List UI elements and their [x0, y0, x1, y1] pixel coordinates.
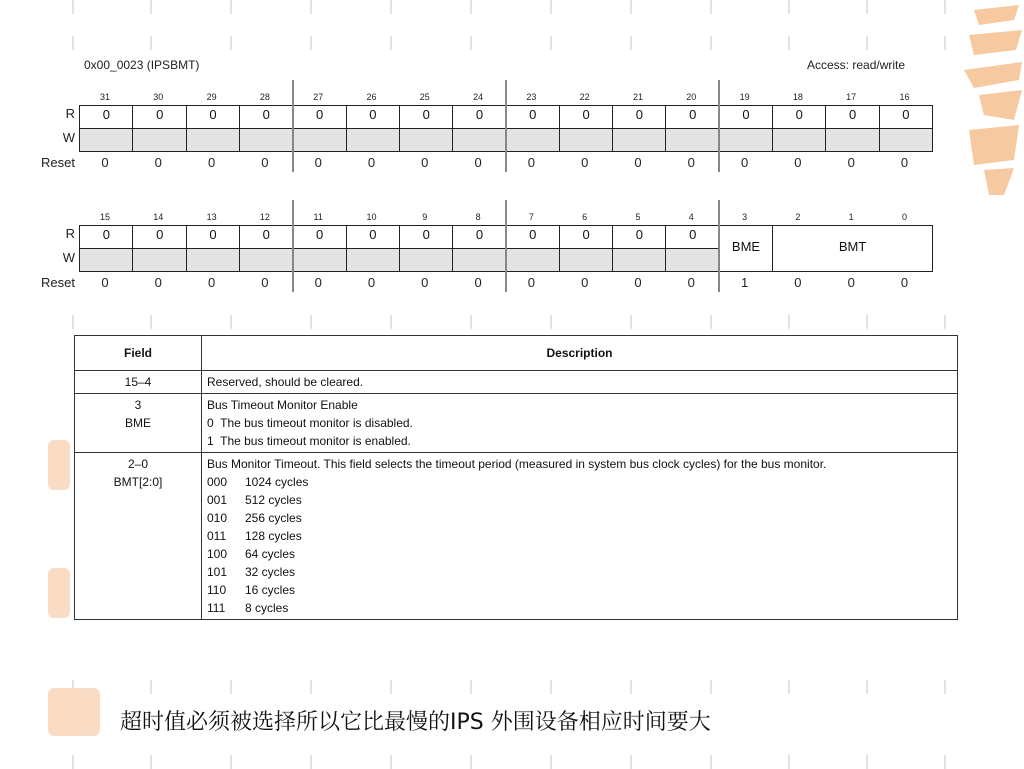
tick-mark — [866, 0, 868, 14]
bit-number: 10 — [366, 212, 377, 222]
read-cell: 0 — [452, 225, 507, 249]
tick-mark — [72, 315, 74, 329]
reset-value: 0 — [527, 155, 535, 170]
bit-number: 25 — [419, 92, 430, 102]
reset-value: 0 — [474, 155, 482, 170]
slide-caption: 超时值必须被选择所以它比最慢的IPS 外围设备相应时间要大 — [120, 710, 711, 735]
bit-number: 17 — [846, 92, 857, 102]
write-cell — [186, 128, 241, 152]
read-cell: 0 — [399, 225, 454, 249]
row-label-r: R — [65, 226, 75, 241]
tick-mark — [866, 36, 868, 50]
read-cell: 0 — [292, 225, 347, 249]
code-value: 111 — [207, 601, 226, 615]
code-meaning: 16 cycles — [245, 583, 296, 597]
field-text: 2–0 — [127, 457, 149, 471]
tick-mark — [310, 680, 312, 694]
bit-number: 19 — [739, 92, 750, 102]
table-row — [75, 371, 958, 394]
register-access: Access: read/write — [807, 58, 906, 72]
tick-mark — [630, 36, 632, 50]
bit-number: 9 — [422, 212, 428, 222]
bit-number: 4 — [688, 212, 694, 222]
tick-mark — [72, 0, 74, 14]
tick-mark — [470, 36, 472, 50]
tick-mark — [788, 755, 790, 769]
write-cell — [132, 248, 187, 272]
field-description-table — [74, 335, 958, 620]
bit-number: 1 — [848, 212, 854, 222]
reset-value: 0 — [421, 155, 429, 170]
header-field: Field — [75, 336, 202, 371]
bit-number: 20 — [686, 92, 697, 102]
reset-value: 0 — [207, 275, 216, 290]
watermark-seal — [48, 688, 100, 736]
read-cell: 0 — [239, 225, 294, 249]
code-entry — [207, 473, 952, 491]
bit-number: 14 — [153, 212, 164, 222]
read-cell: 0 — [186, 105, 241, 129]
write-cell — [719, 128, 774, 152]
bit-number: 5 — [635, 212, 641, 222]
write-cell — [239, 128, 294, 152]
tick-mark — [710, 0, 712, 14]
bit-number: 27 — [313, 92, 324, 102]
tick-mark — [710, 680, 712, 694]
reset-value: 0 — [581, 275, 589, 290]
write-cell — [399, 248, 454, 272]
write-cell — [665, 248, 720, 272]
tick-mark — [788, 0, 790, 14]
bit-number: 24 — [473, 92, 484, 102]
reset-value: 0 — [581, 155, 589, 170]
nibble-divider — [718, 200, 720, 292]
reset-value: 0 — [367, 275, 376, 290]
nibble-divider — [718, 80, 720, 172]
tick-mark — [944, 755, 946, 769]
watermark-seal — [48, 440, 70, 490]
nibble-divider — [292, 200, 294, 292]
tick-mark — [630, 680, 632, 694]
tick-mark — [470, 0, 472, 14]
description-cell — [202, 394, 958, 453]
read-cell: 0 — [239, 105, 294, 129]
reset-value: 0 — [794, 275, 802, 290]
tick-mark — [866, 680, 868, 694]
read-cell: 0 — [79, 105, 134, 129]
tick-mark — [630, 315, 632, 329]
tick-mark — [390, 680, 392, 694]
register-name: 0x00_0023 (IPSBMT) — [84, 58, 200, 72]
read-cell: 0 — [292, 105, 347, 129]
read-cell: 0 — [559, 105, 614, 129]
write-cell — [79, 128, 134, 152]
reset-value: 0 — [101, 275, 109, 290]
description-cell — [202, 453, 958, 620]
reset-value: 0 — [900, 275, 909, 290]
watermark-logo — [944, 0, 1024, 200]
write-cell — [665, 128, 720, 152]
write-cell — [186, 248, 241, 272]
bit-number: 22 — [579, 92, 590, 102]
tick-mark — [550, 680, 552, 694]
description-text: 1 The bus timeout monitor is enabled. — [207, 434, 411, 448]
code-value: 000 — [207, 475, 228, 489]
reset-value: 0 — [634, 275, 642, 290]
reset-value: 0 — [261, 275, 269, 290]
table-row — [75, 453, 958, 620]
tick-mark — [390, 755, 392, 769]
reset-value: 0 — [740, 155, 749, 170]
reset-value: 0 — [794, 155, 802, 170]
tick-mark — [230, 755, 232, 769]
read-cell: 0 — [132, 225, 187, 249]
code-value: 110 — [207, 583, 227, 597]
bit-number: 3 — [742, 212, 748, 222]
reset-value: 0 — [687, 155, 695, 170]
tick-mark — [310, 36, 312, 50]
write-cell — [239, 248, 294, 272]
code-value: 100 — [207, 547, 228, 561]
row-label-reset: Reset — [41, 275, 75, 290]
reset-value: 0 — [367, 155, 376, 170]
read-cell: 0 — [612, 105, 667, 129]
read-cell: 0 — [719, 105, 774, 129]
write-cell — [79, 248, 134, 272]
tick-mark — [390, 36, 392, 50]
tick-mark — [944, 680, 946, 694]
bit-number: 6 — [582, 212, 588, 222]
tick-mark — [310, 755, 312, 769]
tick-mark — [788, 680, 790, 694]
code-value: 011 — [207, 529, 227, 543]
write-cell — [825, 128, 880, 152]
tick-mark — [230, 680, 232, 694]
tick-mark — [866, 755, 868, 769]
bit-number: 13 — [206, 212, 217, 222]
code-entry — [207, 545, 952, 563]
bit-number: 7 — [528, 212, 534, 222]
write-cell — [505, 248, 560, 272]
code-meaning: 8 cycles — [245, 601, 289, 615]
write-cell — [346, 128, 401, 152]
code-entry — [207, 527, 952, 545]
description-cell — [202, 371, 958, 394]
table-header-row — [75, 336, 958, 371]
code-value: 001 — [207, 493, 228, 507]
reset-value: 0 — [314, 275, 322, 290]
row-label-w: W — [62, 250, 75, 265]
code-entry — [207, 563, 952, 581]
tick-mark — [470, 755, 472, 769]
code-entry — [207, 509, 952, 527]
tick-mark — [390, 315, 392, 329]
write-cell — [292, 248, 347, 272]
row-label-reset: Reset — [41, 155, 75, 170]
code-entry — [207, 581, 952, 599]
read-cell: 0 — [346, 225, 401, 249]
tick-mark — [630, 755, 632, 769]
reset-value: 0 — [900, 155, 909, 170]
tick-mark — [72, 36, 74, 50]
write-cell — [399, 128, 454, 152]
tick-mark — [866, 315, 868, 329]
read-cell: 0 — [665, 105, 720, 129]
watermark-seal — [48, 568, 70, 618]
write-cell — [772, 128, 827, 152]
tick-mark — [150, 0, 152, 14]
tick-mark — [310, 315, 312, 329]
write-cell — [559, 248, 614, 272]
bit-number: 30 — [153, 92, 164, 102]
reset-value: 1 — [740, 275, 749, 290]
nibble-divider — [505, 80, 507, 172]
description-text: Reserved, should be cleared. — [207, 375, 364, 389]
reset-value: 0 — [527, 275, 535, 290]
read-cell: 0 — [132, 105, 187, 129]
read-cell: 0 — [559, 225, 614, 249]
read-cell: 0 — [505, 225, 560, 249]
tick-mark — [944, 315, 946, 329]
tick-mark — [630, 0, 632, 14]
row-label-w: W — [62, 130, 75, 145]
field-text: 15–4 — [124, 375, 152, 389]
description-text: Bus Timeout Monitor Enable — [207, 398, 358, 412]
tick-mark — [310, 0, 312, 14]
bit-number: 8 — [475, 212, 481, 222]
tick-mark — [710, 315, 712, 329]
write-cell — [879, 128, 934, 152]
tick-mark — [150, 680, 152, 694]
bit-number: 29 — [206, 92, 217, 102]
reset-value: 0 — [634, 155, 642, 170]
description-text: Bus Monitor Timeout. This field selects the timeout period (measured in system bus clock cycles) for the bus monitor. — [207, 457, 827, 471]
tick-mark — [550, 36, 552, 50]
read-cell: 0 — [186, 225, 241, 249]
write-cell — [505, 128, 560, 152]
read-cell: 0 — [346, 105, 401, 129]
tick-mark — [230, 0, 232, 14]
bit-number: 11 — [313, 212, 323, 222]
tick-mark — [150, 315, 152, 329]
read-cell: 0 — [399, 105, 454, 129]
tick-mark — [470, 315, 472, 329]
code-meaning: 128 cycles — [245, 529, 302, 543]
reset-value: 0 — [474, 275, 482, 290]
description-text: 0 The bus timeout monitor is disabled. — [207, 416, 413, 430]
write-cell — [452, 248, 507, 272]
reset-value: 0 — [261, 155, 269, 170]
tick-mark — [788, 36, 790, 50]
code-meaning: 256 cycles — [245, 511, 302, 525]
row-label-r: R — [65, 106, 75, 121]
field-text: BMT[2:0] — [113, 475, 163, 489]
table-row — [75, 394, 958, 453]
read-cell: 0 — [505, 105, 560, 129]
code-meaning: 64 cycles — [245, 547, 296, 561]
tick-mark — [710, 755, 712, 769]
write-cell — [292, 128, 347, 152]
tick-mark — [710, 36, 712, 50]
field-text: 3 — [134, 398, 142, 412]
reset-value: 0 — [154, 275, 162, 290]
reset-value: 0 — [207, 155, 216, 170]
tick-mark — [230, 36, 232, 50]
reset-value: 0 — [101, 155, 109, 170]
bit-number: 2 — [795, 212, 801, 222]
code-entry — [207, 599, 952, 617]
header-description: Description — [202, 336, 958, 371]
code-value: 010 — [207, 511, 228, 525]
reset-value: 0 — [314, 155, 322, 170]
bit-number: 28 — [259, 92, 270, 102]
tick-mark — [390, 0, 392, 14]
tick-mark — [72, 755, 74, 769]
bit-number: 21 — [632, 92, 643, 102]
read-cell: 0 — [825, 105, 880, 129]
nibble-divider — [505, 200, 507, 292]
read-cell: 0 — [665, 225, 720, 249]
reset-value: 0 — [154, 155, 162, 170]
bit-number: 23 — [526, 92, 537, 102]
write-cell — [132, 128, 187, 152]
write-cell — [559, 128, 614, 152]
code-entry — [207, 491, 952, 509]
bit-number: 0 — [901, 212, 907, 222]
field-bmt: BMT — [772, 225, 933, 272]
write-cell — [346, 248, 401, 272]
code-value: 101 — [207, 565, 228, 579]
field-cell — [75, 453, 202, 620]
bit-number: 31 — [99, 92, 110, 102]
write-cell — [612, 128, 667, 152]
write-cell — [612, 248, 667, 272]
read-cell: 0 — [452, 105, 507, 129]
tick-mark — [150, 755, 152, 769]
reset-value: 0 — [847, 275, 855, 290]
field-cell — [75, 394, 202, 453]
code-meaning: 512 cycles — [245, 493, 302, 507]
tick-mark — [230, 315, 232, 329]
read-cell: 0 — [879, 105, 934, 129]
read-cell: 0 — [772, 105, 827, 129]
tick-mark — [788, 315, 790, 329]
code-meaning: 1024 cycles — [245, 475, 309, 489]
code-meaning: 32 cycles — [245, 565, 296, 579]
tick-mark — [550, 315, 552, 329]
read-cell: 0 — [612, 225, 667, 249]
bit-number: 16 — [899, 92, 910, 102]
bit-number: 18 — [792, 92, 803, 102]
bit-number: 12 — [259, 212, 270, 222]
tick-mark — [550, 755, 552, 769]
reset-value: 0 — [421, 275, 429, 290]
write-cell — [452, 128, 507, 152]
nibble-divider — [292, 80, 294, 172]
reset-value: 0 — [847, 155, 855, 170]
field-text: BME — [124, 416, 151, 430]
reset-value: 0 — [687, 275, 695, 290]
tick-mark — [150, 36, 152, 50]
tick-mark — [470, 680, 472, 694]
bit-number: 26 — [366, 92, 377, 102]
field-cell — [75, 371, 202, 394]
field-bme: BME — [719, 225, 774, 272]
read-cell: 0 — [79, 225, 134, 249]
bit-number: 15 — [99, 212, 110, 222]
tick-mark — [550, 0, 552, 14]
